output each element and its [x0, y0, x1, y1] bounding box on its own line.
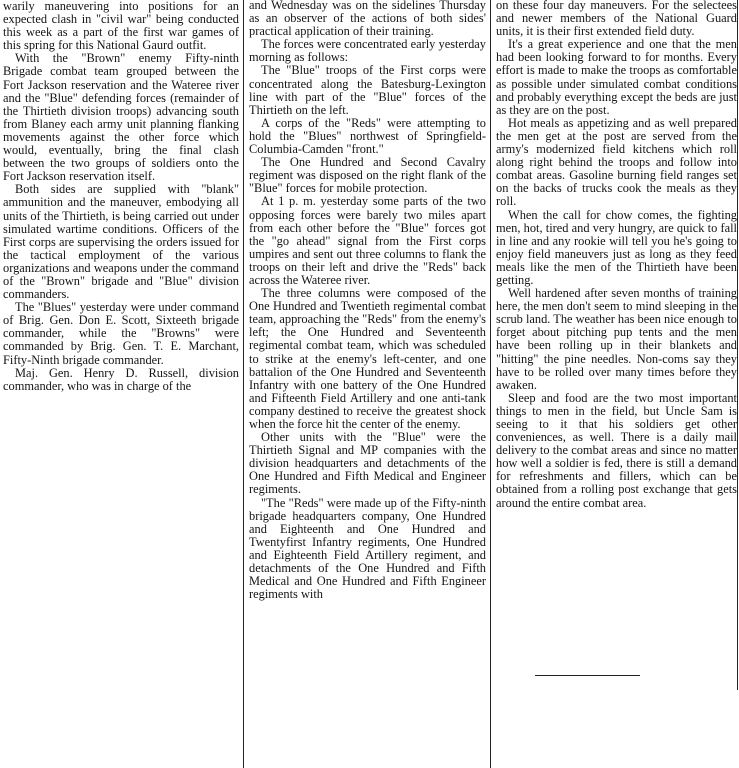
paragraph: The "Blues" yesterday were under command of Brig. Gen. Don E. Scott, Sixteeth brigade commander, while the "Browns" were commanded by Brig. Gen. T. E. Marchant, Fifty-Ninth brigade commander. — [3, 300, 239, 367]
paragraph: Both sides are supplied with "blank" ammunition and the maneuver, embodying all units of the Thirtieth, is being carried out under simulated wartime conditions. Officers of the First corps are supervising the orders issued for the tactical employment of the various organizations and weapons under the command of the "Brown" brigade and "Blue" division commanders. — [3, 182, 239, 302]
article-column-3 — [496, 0, 737, 510]
column-divider — [243, 0, 244, 768]
paragraph: warily maneuvering into positions for an expected clash in "civil war" being conducted this week as a part of the first war games of this spring for this National Gaurd outfit. — [3, 0, 239, 53]
column-divider — [490, 0, 491, 768]
paragraph: Hot meals as appetizing and as well prepared the men get at the post are served from the army's modernized field kitchens which roll along right behind the troops and follow into combat areas. Gasoline burning field ranges set on the backs of trucks cook the meals as they roll. — [496, 115, 737, 209]
article-column-1 — [3, 0, 239, 393]
paragraph: Well hardened after seven months of training here, the men don't seem to mind sleeping in the scrub land. The weather has been nice enough to forget about pitching pup tents and the men have been rolling up in their blankets and "hitting" the pine needles. Non-coms say they have to be rolled over many times before they awaken. — [496, 286, 737, 392]
paragraph: The three columns were composed of the One Hundred and Twentieth regimental combat team, approaching the "Reds" from the enemy's left; the One Hundred and Seventeenth regimental combat team, which was scheduled to strike at the enemy's left-center, and one battalion of the One Hundred and Seventeenth Infantry with one battery of the One Hundred and Fifteenth Field Artillery and one anti-tank company destined to receive the greatest shock when the force hit the center of the enemy. — [249, 286, 486, 431]
article-end-rule — [535, 675, 640, 676]
paragraph: and Wednesday was on the sidelines Thursday as an observer of the actions of both sides' practical application of their training. — [249, 0, 486, 39]
paragraph: When the call for chow comes, the fighting men, hot, tired and very hungry, are quick to fall in line and any rookie will tell you he's going to enjoy field maneuvers just as long as they feed meals like the men of the Thirtieth have been getting. — [496, 207, 737, 287]
column-divider — [737, 0, 738, 690]
paragraph: At 1 p. m. yesterday some parts of the two opposing forces were barely two miles apart from each other before the "Blue" forces got the "go ahead" signal from the First corps umpires and sent out three columns to flank the troops on their left and drive the "Reds" back across the Wateree river. — [249, 194, 486, 287]
article-column-2 — [249, 0, 486, 601]
paragraph: It's a great experience and one that the men had been looking forward to for months. Every effort is made to make the troops as comfortable as possible under simulated combat conditions and probably everything except the beds are just as they are on the post. — [496, 37, 737, 117]
paragraph: The "Blue" troops of the First corps were concentrated along the Batesburg-Lexington line with part of the "Blue" forces of the Thirtieth on the left. — [249, 63, 486, 117]
paragraph: Sleep and food are the two most important things to men in the field, but Uncle Sam is seeing to it that his soldiers get other conveniences, as well. There is a daily mail delivery to the combat areas and since no matter how well a soldier is fed, there is still a demand for refreshments and fillers, which can be obtained from a rolling post exchange that gets around the entire combat area. — [496, 390, 737, 510]
paragraph: The One Hundred and Second Cavalry regiment was disposed on the right flank of the "Blue" forces for mobile protection. — [249, 155, 486, 196]
paragraph: Other units with the "Blue" were the Thirtieth Signal and MP companies with the division headquarters and detachments of the One Hundred and Fifth Medical and Engineer regiments. — [249, 430, 486, 497]
paragraph: "The "Reds" were made up of the Fifty-ninth brigade headquarters company, One Hundred and Eighteenth and One Hundred and Twentyfirst Infantry regiments, One Hundred and Eighteenth Field Artillery regiment, and detachments of the One Hundred and Fifth Medical and One Hundred and Fifth Engineer regiments with — [249, 495, 486, 602]
paragraph: Maj. Gen. Henry D. Russell, division commander, who was in charge of the — [3, 365, 239, 393]
paragraph: The forces were concentrated early yesterday morning as follows: — [249, 37, 486, 65]
paragraph: on these four day maneuvers. For the selectees and newer members of the National Guard units, it is their first extended field duty. — [496, 0, 737, 39]
paragraph: With the "Brown" enemy Fifty-ninth Brigade combat team grouped between the Fort Jackson reservation and the Wateree river and the "Blue" defending forces (remainder of the Thirtieth division troops) advancing south from Blaney each army unit planning flanking movements against the other force which would, eventually, bring the final clash between the two groups of soldiers onto the Fort Jackson reservation itself. — [3, 51, 239, 184]
paragraph: A corps of the "Reds" were attempting to hold the "Blues" northwest of Springfield-Columbia-Camden "front." — [249, 115, 486, 157]
